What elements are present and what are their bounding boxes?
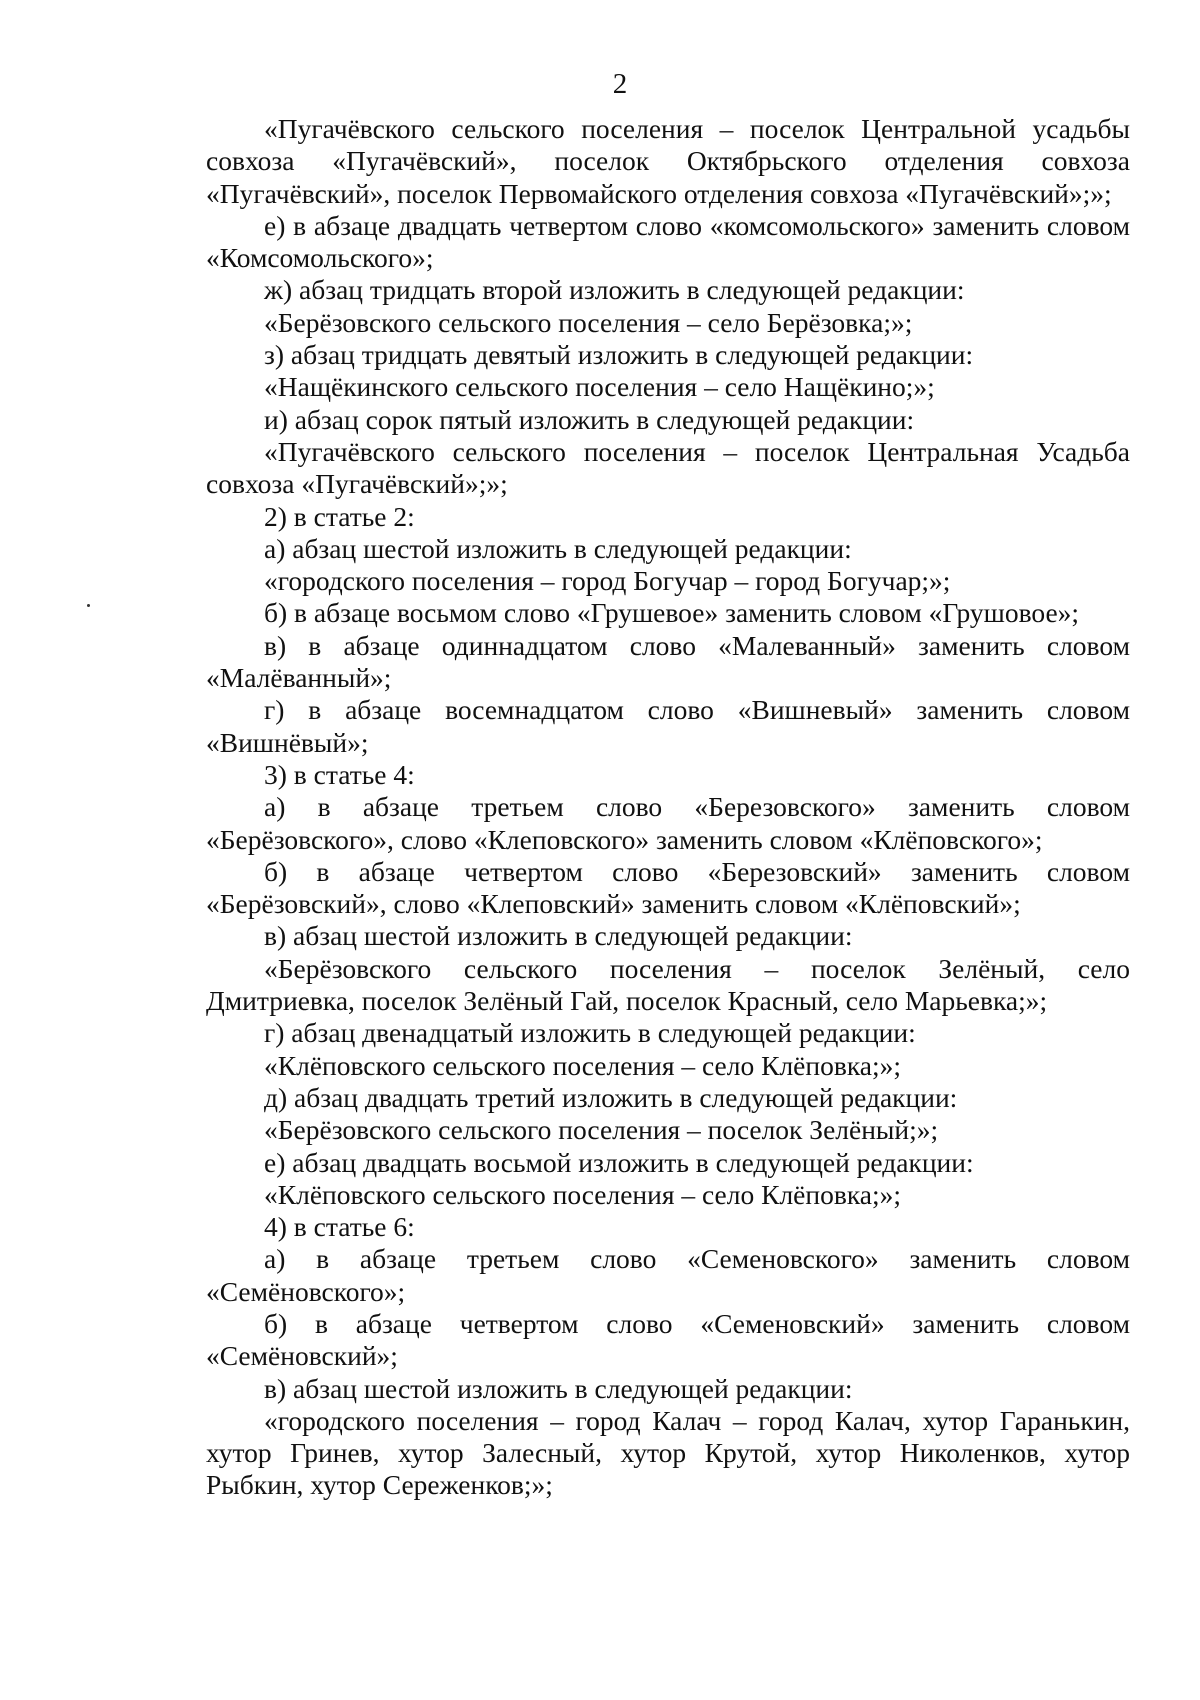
paragraph: ж) абзац тридцать второй изложить в следующей редакции:: [264, 274, 965, 306]
paragraph: «Пугачёвского сельского поселения – поселок Центральной усадьбы совхоза «Пугачёвский», поселок Октябрьского отделения совхоза «Пугачёвский», поселок Первомайского отделения совхоза «Пугачёвский»;»;: [206, 113, 1130, 209]
paragraph: «Нащёкинского сельского поселения – село Нащёкино;»;: [264, 371, 935, 403]
paragraph: «Берёзовского сельского поселения – село Берёзовка;»;: [264, 306, 913, 338]
paragraph: в) абзац шестой изложить в следующей редакции:: [264, 1372, 853, 1404]
paragraph: е) абзац двадцать восьмой изложить в следующей редакции:: [264, 1146, 974, 1178]
scan-speck: [87, 604, 90, 607]
paragraph: а) в абзаце третьем слово «Семеновского» заменить словом «Семёновского»;: [206, 1243, 1130, 1307]
paragraph: и) абзац сорок пятый изложить в следующей редакции:: [264, 403, 915, 435]
paragraph: а) абзац шестой изложить в следующей редакции:: [264, 532, 852, 564]
paragraph: в) в абзаце одиннадцатом слово «Малеванный» заменить словом «Малёванный»;: [206, 629, 1130, 694]
paragraph: б) в абзаце четвертом слово «Семеновский» заменить словом «Семёновский»;: [206, 1307, 1130, 1372]
paragraph: 2) в статье 2:: [264, 500, 415, 532]
paragraph: б) в абзаце четвертом слово «Березовский» заменить словом «Берёзовский», слово «Клеповский» заменить словом «Клёповский»;: [206, 855, 1130, 920]
paragraph: «Берёзовского сельского поселения – поселок Зелёный;»;: [264, 1114, 939, 1146]
paragraph: в) абзац шестой изложить в следующей редакции:: [264, 920, 853, 952]
paragraph: д) абзац двадцать третий изложить в следующей редакции:: [264, 1081, 958, 1113]
paragraph: з) абзац тридцать девятый изложить в следующей редакции:: [264, 339, 974, 371]
paragraph: «Берёзовского сельского поселения – поселок Зелёный, село Дмитриевка, поселок Зелёный Гай, поселок Красный, село Марьевка;»;: [206, 952, 1130, 1017]
paragraph: б) в абзаце восьмом слово «Грушевое» заменить словом «Грушовое»;: [264, 597, 1080, 629]
paragraph: «городского поселения – город Богучар – город Богучар;»;: [264, 565, 951, 597]
paragraph: е) в абзаце двадцать четвертом слово «комсомольского» заменить словом «Комсомольского»;: [206, 209, 1130, 274]
document-body: [206, 113, 1130, 1502]
paragraph: «Пугачёвского сельского поселения – поселок Центральная Усадьба совхоза «Пугачёвский»;»;: [206, 435, 1130, 500]
paragraph: «Клёповского сельского поселения – село Клёповка;»;: [264, 1049, 902, 1081]
paragraph: «городского поселения – город Калач – город Калач, хутор Гаранькин, хутор Гринев, хутор Залесный, хутор Крутой, хутор Николенков, хутор Рыбкин, хутор Сереженков;»;: [206, 1404, 1130, 1501]
page-number: 2: [612, 68, 628, 100]
paragraph: г) в абзаце восемнадцатом слово «Вишневый» заменить словом «Вишнёвый»;: [206, 694, 1130, 758]
paragraph: а) в абзаце третьем слово «Березовского» заменить словом «Берёзовского», слово «Клеповского» заменить словом «Клёповского»;: [206, 791, 1130, 855]
paragraph: 4) в статье 6:: [264, 1211, 415, 1243]
paragraph: г) абзац двенадцатый изложить в следующей редакции:: [264, 1017, 916, 1049]
paragraph: 3) в статье 4:: [264, 758, 415, 790]
paragraph: «Клёповского сельского поселения – село Клёповка;»;: [264, 1178, 902, 1210]
